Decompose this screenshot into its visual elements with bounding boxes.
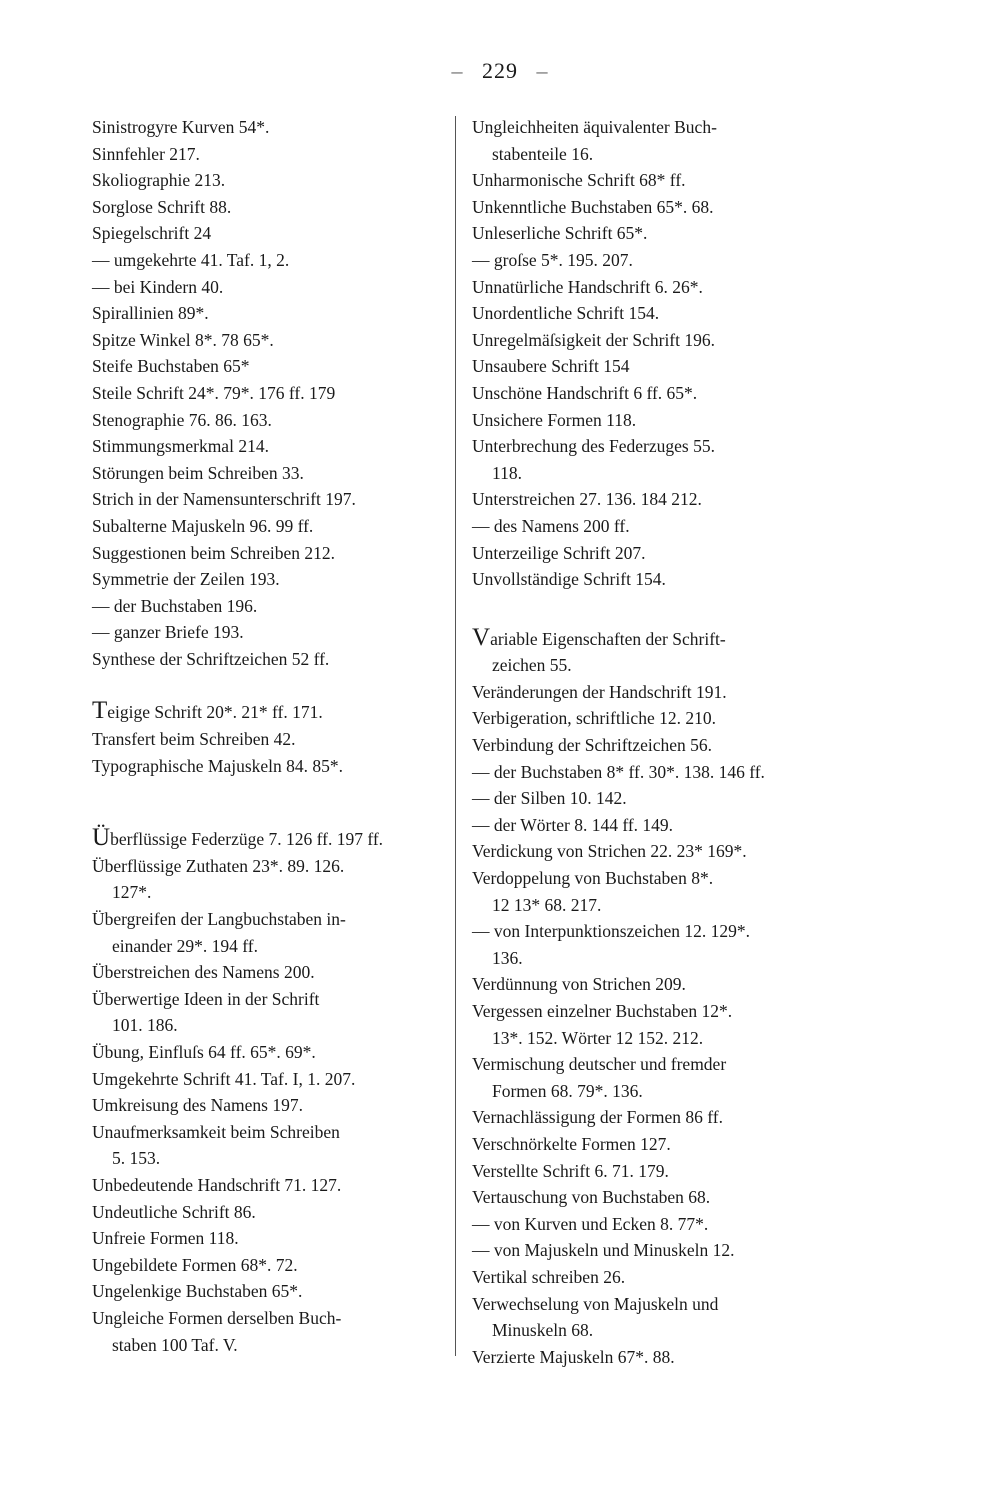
entry-text: — von Interpunktionszeichen 12. 129*. [472, 921, 751, 942]
entry-text: Übung, Einfluſs 64 ff. 65*. 69*. [92, 1042, 316, 1062]
index-entry [92, 853, 450, 880]
entry-text: Symmetrie der Zeilen 193. [92, 569, 280, 590]
entry-text: Vermischung deutscher und fremder [472, 1054, 727, 1075]
index-entry [472, 327, 832, 354]
entry-text: Vertikal schreiben 26. [472, 1266, 626, 1287]
index-entry [92, 646, 450, 673]
entry-text: stabenteile 16. [492, 143, 594, 164]
index-entry [472, 194, 832, 221]
entry-text: Stimmungsmerkmal 214. [92, 436, 269, 457]
index-entry [472, 247, 832, 274]
index-entry [472, 1104, 832, 1131]
entry-text: Unaufmerksamkeit beim Schreiben [92, 1121, 340, 1142]
index-entry-continuation [472, 1317, 832, 1344]
index-entry [472, 566, 832, 593]
entry-text: Unsaubere Schrift 154 [472, 356, 630, 377]
entry-text: ariable Eigenschaften der Schrift- [490, 628, 726, 649]
index-entry [472, 114, 832, 141]
entry-text: Verdoppelung von Buchstaben 8*. [472, 868, 714, 889]
index-entry-continuation [472, 460, 832, 487]
index-entry [92, 1225, 450, 1252]
index-entry [92, 486, 450, 513]
entry-text: Sorglose Schrift 88. [92, 196, 232, 217]
index-entry [472, 513, 832, 540]
entry-text: — der Wörter 8. 144 ff. 149. [472, 814, 674, 835]
entry-text: Strich in der Namensunterschrift 197. [92, 489, 356, 510]
index-entry [472, 1131, 832, 1158]
entry-text: Verschnörkelte Formen 127. [472, 1133, 671, 1154]
entry-text: 101. 186. [112, 1015, 178, 1036]
entry-text: Sinistrogyre Kurven 54*. [92, 117, 270, 137]
index-entry [92, 1119, 450, 1146]
index-entry [92, 114, 450, 141]
entry-text: Umkreisung des Namens 197. [92, 1095, 303, 1116]
entry-text: staben 100 Taf. V. [112, 1334, 238, 1355]
entry-text: 136. [492, 947, 523, 968]
entry-text: zeichen 55. [492, 655, 572, 676]
index-entry [472, 732, 832, 759]
entry-text: Typographische Majuskeln 84. 85*. [92, 755, 344, 776]
index-entry [92, 1092, 450, 1119]
index-entry [92, 1039, 450, 1066]
index-entry [92, 167, 450, 194]
section-initial: T [92, 697, 108, 725]
index-entry [92, 619, 450, 646]
index-entry [472, 433, 832, 460]
entry-text: Undeutliche Schrift 86. [92, 1201, 256, 1222]
entry-text: Unterzeilige Schrift 207. [472, 542, 646, 563]
index-entry [92, 566, 450, 593]
entry-text: Transfert beim Schreiben 42. [92, 729, 296, 750]
index-entry [472, 838, 832, 865]
entry-text: Verdickung von Strichen 22. 23* 169*. [472, 841, 747, 862]
entry-text: Ungebildete Formen 68*. 72. [92, 1254, 298, 1275]
index-entry [472, 1051, 832, 1078]
index-entry [92, 194, 450, 221]
index-entry [92, 906, 450, 933]
entry-text: 5. 153. [112, 1148, 161, 1169]
index-entry [472, 167, 832, 194]
entry-text: Verstellte Schrift 6. 71. 179. [472, 1160, 669, 1181]
index-entry [472, 300, 832, 327]
index-entry [472, 759, 832, 786]
entry-text: Umgekehrte Schrift 41. Taf. I, 1. 207. [92, 1068, 356, 1089]
entry-text: Stenographie 76. 86. 163. [92, 409, 272, 430]
entry-text: Unleserliche Schrift 65*. [472, 223, 648, 244]
entry-text: eigige Schrift 20*. 21* ff. 171. [107, 702, 323, 723]
index-entry [472, 1184, 832, 1211]
entry-text: Übergreifen der Langbuchstaben in- [92, 909, 346, 930]
index-entry-continuation [472, 141, 832, 168]
index-entry [92, 1305, 450, 1332]
entry-text: — groſse 5*. 195. 207. [472, 249, 633, 270]
entry-text: Subalterne Majuskeln 96. 99 ff. [92, 515, 314, 536]
entry-text: — der Buchstaben 8* ff. 30*. 138. 146 ff. [472, 761, 765, 782]
entry-text: Unterstreichen 27. 136. 184 212. [472, 489, 702, 510]
section-initial: Ü [92, 824, 111, 852]
entry-text: Vertauschung von Buchstaben 68. [472, 1187, 711, 1208]
entry-text: Minuskeln 68. [492, 1320, 594, 1341]
entry-text: — von Kurven und Ecken 8. 77*. [472, 1213, 709, 1234]
index-entry [92, 1066, 450, 1093]
index-entry [472, 540, 832, 567]
index-entry [92, 726, 450, 753]
entry-text: Unsichere Formen 118. [472, 409, 637, 430]
index-column-right [472, 114, 832, 1370]
index-entry [92, 460, 450, 487]
index-entry [472, 1237, 832, 1264]
entry-text: Steile Schrift 24*. 79*. 176 ff. 179 [92, 382, 336, 403]
entry-text: Störungen beim Schreiben 33. [92, 462, 304, 483]
index-entry [472, 1158, 832, 1185]
index-entry-continuation [472, 892, 832, 919]
entry-text: Verbindung der Schriftzeichen 56. [472, 735, 713, 756]
page-number: 229 [482, 58, 518, 83]
index-entry [92, 593, 450, 620]
index-entry [92, 380, 450, 407]
entry-text: Synthese der Schriftzeichen 52 ff. [92, 648, 330, 669]
index-entry [472, 865, 832, 892]
entry-text: — umgekehrte 41. Taf. 1, 2. [92, 249, 290, 270]
index-entry [92, 300, 450, 327]
entry-text: Sinnfehler 217. [92, 143, 200, 164]
entry-text: Spirallinien 89*. [92, 303, 209, 324]
entry-text: — ganzer Briefe 193. [92, 622, 244, 643]
entry-text: 118. [492, 462, 522, 483]
entry-text: Spitze Winkel 8*. 78 65*. [92, 329, 274, 350]
entry-text: berflüssige Federzüge 7. 126 ff. 197 ff. [110, 829, 384, 850]
entry-text: 13*. 152. Wörter 12 152. 212. [492, 1027, 704, 1048]
index-entry [472, 918, 832, 945]
index-entry-continuation [92, 933, 450, 960]
index-entry [92, 986, 450, 1013]
index-entry [472, 407, 832, 434]
entry-text: 12 13* 68. 217. [492, 894, 602, 915]
entry-text: Formen 68. 79*. 136. [492, 1080, 643, 1101]
index-entry [92, 753, 450, 780]
index-entry [92, 247, 450, 274]
entry-text: — des Namens 200 ff. [472, 515, 630, 536]
index-entry [92, 141, 450, 168]
index-entry-continuation [472, 1078, 832, 1105]
index-entry [472, 971, 832, 998]
index-entry [472, 785, 832, 812]
index-entry [472, 1291, 832, 1318]
index-entry [472, 998, 832, 1025]
entry-text: 127*. [112, 882, 152, 903]
index-entry [92, 1278, 450, 1305]
index-entry [92, 513, 450, 540]
entry-text: Überflüssige Zuthaten 23*. 89. 126. [92, 855, 345, 876]
index-entry-continuation [472, 652, 832, 679]
index-entry [92, 540, 450, 567]
index-entry [472, 486, 832, 513]
index-entry [472, 1344, 832, 1371]
index-entry [92, 433, 450, 460]
index-entry [472, 1211, 832, 1238]
index-entry [92, 1199, 450, 1226]
entry-text: Ungleiche Formen derselben Buch- [92, 1307, 342, 1328]
entry-text: Unvollständige Schrift 154. [472, 569, 666, 590]
entry-text: Unordentliche Schrift 154. [472, 303, 660, 324]
index-entry [472, 705, 832, 732]
entry-text: Veränderungen der Handschrift 191. [472, 681, 727, 702]
entry-text: Unnatürliche Handschrift 6. 26*. [472, 276, 703, 297]
entry-text: Überwertige Ideen in der Schrift [92, 988, 320, 1009]
entry-text: Vernachlässigung der Formen 86 ff. [472, 1107, 723, 1128]
entry-text: Unkenntliche Buchstaben 65*. 68. [472, 196, 714, 217]
index-entry [472, 380, 832, 407]
entry-text: Suggestionen beim Schreiben 212. [92, 542, 336, 563]
index-entry [92, 407, 450, 434]
entry-text: — der Silben 10. 142. [472, 788, 627, 809]
index-entry-continuation [92, 879, 450, 906]
entry-text: Verzierte Majuskeln 67*. 88. [472, 1346, 675, 1367]
index-entry [472, 220, 832, 247]
index-section-start [92, 698, 450, 726]
index-entry [92, 959, 450, 986]
index-entry [92, 220, 450, 247]
entry-text: Unharmonische Schrift 68* ff. [472, 170, 686, 191]
entry-text: Vergessen einzelner Buchstaben 12*. [472, 1001, 733, 1021]
entry-text: Ungleichheiten äquivalenter Buch- [472, 117, 717, 137]
index-entry-continuation [472, 1025, 832, 1052]
entry-text: — der Buchstaben 196. [92, 595, 258, 616]
entry-text: Steife Buchstaben 65* [92, 356, 250, 377]
index-section-start [92, 825, 450, 853]
index-column-left [92, 114, 450, 1358]
index-entry [472, 1264, 832, 1291]
section-initial: V [472, 623, 491, 651]
index-entry [92, 353, 450, 380]
index-entry [92, 327, 450, 354]
index-entry-continuation [472, 945, 832, 972]
index-entry [472, 812, 832, 839]
entry-text: Unbedeutende Handschrift 71. 127. [92, 1174, 342, 1195]
header-dash-left: – [451, 58, 464, 83]
index-section-start [472, 625, 832, 653]
entry-text: Spiegelschrift 24 [92, 223, 212, 244]
entry-text: Verwechselung von Majuskeln und [472, 1293, 719, 1314]
index-entry [472, 274, 832, 301]
index-entry [472, 679, 832, 706]
entry-text: — bei Kindern 40. [92, 276, 224, 297]
index-entry [92, 1172, 450, 1199]
entry-text: einander 29*. 194 ff. [112, 935, 258, 956]
header-dash-right: – [536, 58, 549, 83]
entry-text: — von Majuskeln und Minuskeln 12. [472, 1240, 735, 1261]
entry-text: Ungelenkige Buchstaben 65*. [92, 1281, 303, 1302]
entry-text: Unregelmäſsigkeit der Schrift 196. [472, 329, 715, 350]
index-entry [92, 1252, 450, 1279]
entry-text: Unschöne Handschrift 6 ff. 65*. [472, 382, 698, 403]
entry-text: Skoliographie 213. [92, 170, 226, 191]
page-header [0, 58, 1000, 84]
entry-text: Verbigeration, schriftliche 12. 210. [472, 708, 716, 729]
index-entry-continuation [92, 1332, 450, 1359]
index-entry-continuation [92, 1145, 450, 1172]
column-divider [455, 116, 456, 1356]
entry-text: Unterbrechung des Federzuges 55. [472, 436, 715, 457]
entry-text: Verdünnung von Strichen 209. [472, 974, 686, 995]
index-entry [472, 353, 832, 380]
entry-text: Überstreichen des Namens 200. [92, 962, 315, 983]
entry-text: Unfreie Formen 118. [92, 1228, 239, 1249]
index-entry-continuation [92, 1012, 450, 1039]
index-entry [92, 274, 450, 301]
